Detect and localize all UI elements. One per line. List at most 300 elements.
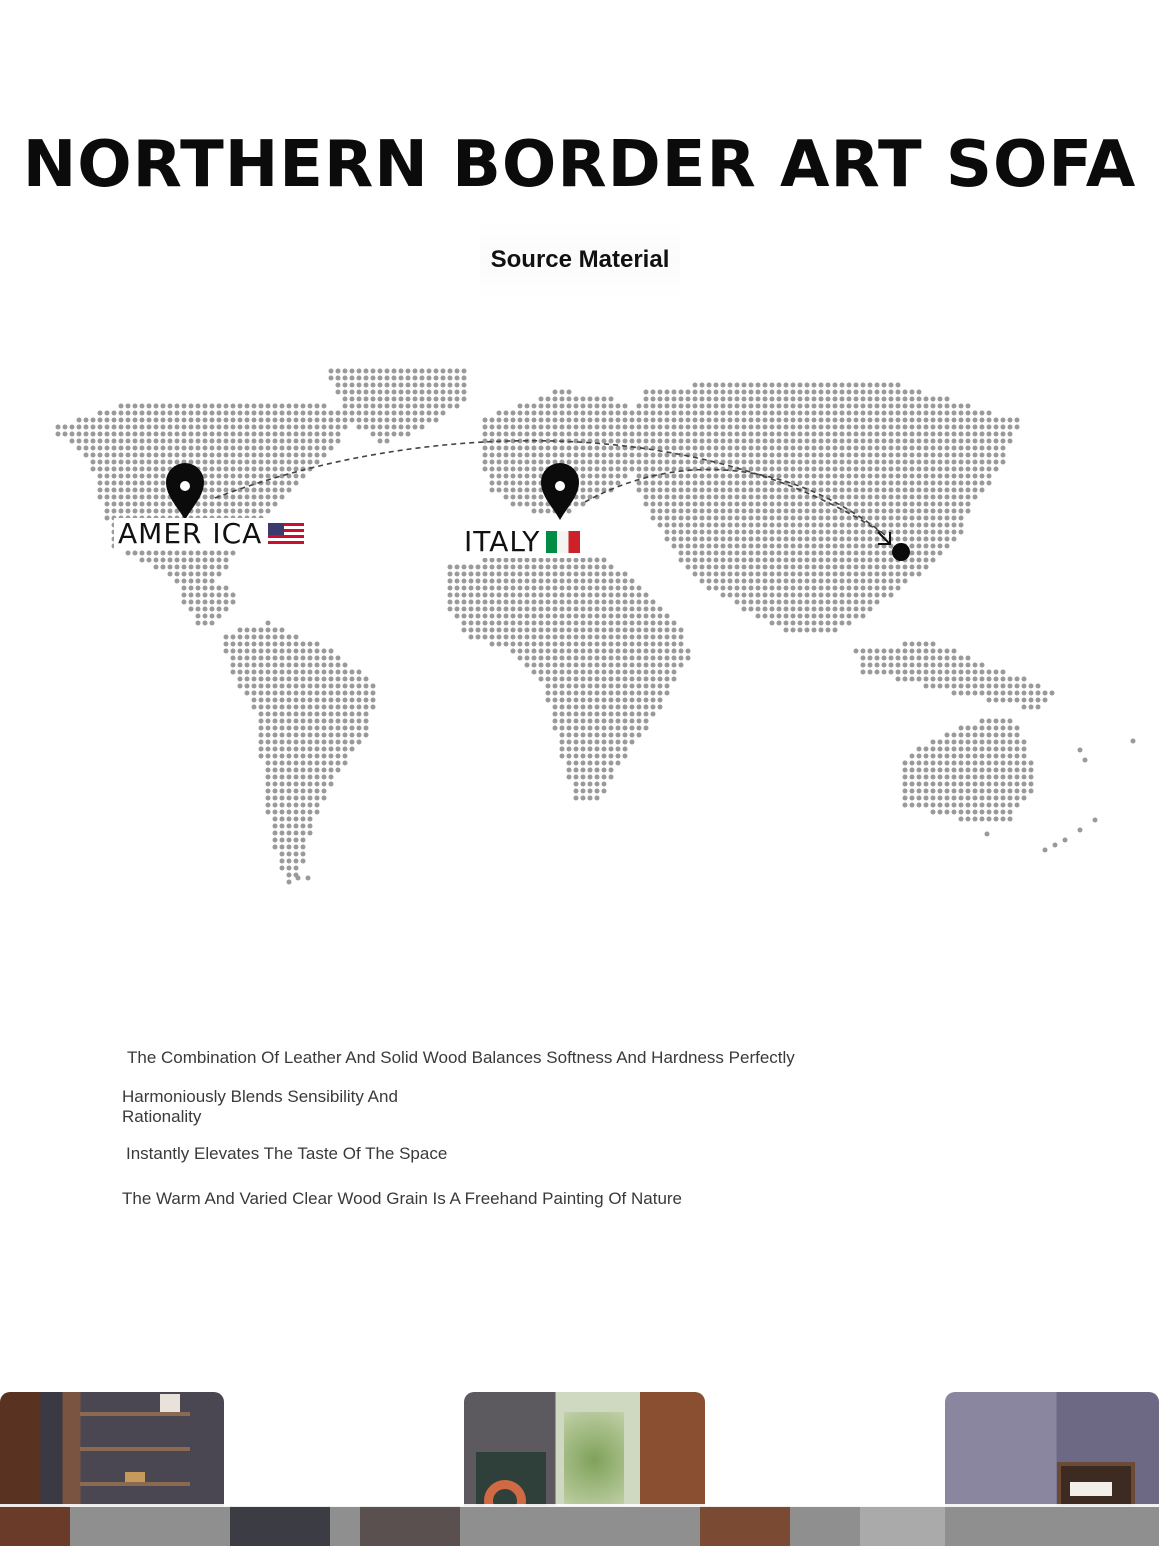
map-dot <box>315 425 320 430</box>
map-dot <box>686 432 691 437</box>
map-dot <box>301 796 306 801</box>
map-dot <box>322 649 327 654</box>
map-dot <box>833 425 838 430</box>
map-dot <box>749 383 754 388</box>
map-dot <box>938 495 943 500</box>
map-dot <box>567 768 572 773</box>
map-dot <box>245 642 250 647</box>
map-dot <box>763 509 768 514</box>
map-dot <box>245 411 250 416</box>
map-dot <box>280 635 285 640</box>
map-dot <box>756 404 761 409</box>
map-dot <box>203 621 208 626</box>
map-dot <box>910 397 915 402</box>
map-dot <box>322 432 327 437</box>
map-dot <box>861 446 866 451</box>
map-dot <box>945 740 950 745</box>
map-dot <box>847 460 852 465</box>
map-dot <box>504 635 509 640</box>
map-dot <box>847 425 852 430</box>
map-dot <box>749 432 754 437</box>
map-dot <box>308 712 313 717</box>
map-dot <box>1036 684 1041 689</box>
map-dot <box>546 670 551 675</box>
map-dot <box>931 810 936 815</box>
map-dot <box>315 432 320 437</box>
map-dot <box>595 411 600 416</box>
map-dot <box>259 663 264 668</box>
map-dot <box>497 474 502 479</box>
map-dot <box>616 635 621 640</box>
map-dot <box>560 747 565 752</box>
map-dot <box>952 439 957 444</box>
map-dot <box>532 579 537 584</box>
map-dot <box>147 446 152 451</box>
map-dot <box>196 614 201 619</box>
map-dot <box>469 635 474 640</box>
map-dot <box>791 544 796 549</box>
map-dot <box>224 467 229 472</box>
map-dot <box>868 537 873 542</box>
map-dot <box>476 621 481 626</box>
map-dot <box>826 439 831 444</box>
map-dot <box>259 649 264 654</box>
map-dot <box>623 432 628 437</box>
map-dot <box>735 390 740 395</box>
map-dot <box>917 551 922 556</box>
map-dot <box>798 481 803 486</box>
map-dot <box>602 733 607 738</box>
map-dot <box>658 656 663 661</box>
map-dot <box>889 453 894 458</box>
map-dot <box>287 824 292 829</box>
map-dot <box>616 733 621 738</box>
map-dot <box>525 404 530 409</box>
map-dot <box>651 614 656 619</box>
map-dot <box>119 488 124 493</box>
map-dot <box>665 467 670 472</box>
map-dot <box>896 425 901 430</box>
map-dot <box>154 439 159 444</box>
map-dot <box>588 677 593 682</box>
map-dot <box>273 803 278 808</box>
map-dot <box>945 649 950 654</box>
map-dot <box>595 628 600 633</box>
map-dot <box>658 411 663 416</box>
map-dot <box>693 516 698 521</box>
map-dot <box>756 565 761 570</box>
map-dot <box>777 467 782 472</box>
map-dot <box>784 572 789 577</box>
map-dot <box>434 411 439 416</box>
map-dot <box>959 670 964 675</box>
map-dot <box>945 523 950 528</box>
map-dot <box>749 551 754 556</box>
map-dot <box>630 698 635 703</box>
map-dot <box>658 509 663 514</box>
map-dot <box>805 586 810 591</box>
map-dot <box>161 558 166 563</box>
map-dot <box>210 495 215 500</box>
map-dot <box>231 411 236 416</box>
map-dot <box>658 607 663 612</box>
map-dot <box>938 516 943 521</box>
map-dot <box>700 516 705 521</box>
map-dot <box>490 565 495 570</box>
map-dot <box>511 600 516 605</box>
map-dot <box>210 488 215 493</box>
map-dot <box>532 663 537 668</box>
map-dot <box>182 558 187 563</box>
map-dot <box>917 453 922 458</box>
map-dot <box>693 488 698 493</box>
map-dot <box>665 509 670 514</box>
map-dot <box>798 509 803 514</box>
map-dot <box>784 425 789 430</box>
map-dot <box>966 754 971 759</box>
map-dot <box>770 621 775 626</box>
map-dot <box>602 418 607 423</box>
map-dot <box>511 565 516 570</box>
map-dot <box>273 838 278 843</box>
map-dot <box>581 411 586 416</box>
map-dot <box>252 432 257 437</box>
map-dot <box>203 467 208 472</box>
map-dot <box>133 411 138 416</box>
map-dot <box>588 768 593 773</box>
map-dot <box>763 544 768 549</box>
map-dot <box>623 754 628 759</box>
map-dot <box>882 656 887 661</box>
map-dot <box>952 789 957 794</box>
map-dot <box>364 677 369 682</box>
map-dot <box>245 418 250 423</box>
map-dot <box>217 607 222 612</box>
map-dot <box>756 467 761 472</box>
map-dot <box>924 481 929 486</box>
map-dot <box>903 390 908 395</box>
map-dot <box>819 621 824 626</box>
map-dot <box>287 712 292 717</box>
map-dot <box>574 628 579 633</box>
map-dot <box>1022 684 1027 689</box>
map-dot <box>847 593 852 598</box>
map-dot <box>224 439 229 444</box>
map-dot <box>756 418 761 423</box>
map-dot <box>518 642 523 647</box>
map-dot <box>644 432 649 437</box>
map-dot <box>203 600 208 605</box>
map-dot <box>924 474 929 479</box>
map-dot <box>490 600 495 605</box>
map-dot <box>917 670 922 675</box>
map-dot <box>959 425 964 430</box>
map-dot <box>749 397 754 402</box>
map-dot <box>210 586 215 591</box>
map-dot <box>189 439 194 444</box>
map-dot <box>308 782 313 787</box>
map-dot <box>266 474 271 479</box>
map-dot <box>791 565 796 570</box>
map-dot <box>252 684 257 689</box>
map-dot <box>511 607 516 612</box>
map-dot <box>630 712 635 717</box>
map-dot <box>749 579 754 584</box>
map-dot <box>728 502 733 507</box>
map-dot <box>420 397 425 402</box>
map-dot <box>707 502 712 507</box>
map-dot <box>315 446 320 451</box>
map-dot <box>917 565 922 570</box>
map-dot <box>952 488 957 493</box>
map-dot <box>812 446 817 451</box>
map-dot <box>469 607 474 612</box>
map-dot <box>413 418 418 423</box>
map-dot <box>987 810 992 815</box>
map-dot <box>574 621 579 626</box>
map-dot <box>301 684 306 689</box>
map-dot <box>189 404 194 409</box>
map-dot <box>896 502 901 507</box>
map-dot <box>210 509 215 514</box>
map-dot <box>210 558 215 563</box>
map-dot <box>679 628 684 633</box>
map-dot <box>924 775 929 780</box>
map-dot <box>308 768 313 773</box>
map-dot <box>931 530 936 535</box>
map-dot <box>826 460 831 465</box>
map-dot <box>308 817 313 822</box>
map-dot <box>749 404 754 409</box>
map-dot <box>931 460 936 465</box>
map-dot <box>280 642 285 647</box>
map-dot <box>609 586 614 591</box>
map-dot <box>798 593 803 598</box>
map-dot <box>861 544 866 549</box>
map-dot <box>959 439 964 444</box>
map-dot <box>308 432 313 437</box>
map-dot <box>945 803 950 808</box>
map-dot <box>308 439 313 444</box>
map-dot <box>280 859 285 864</box>
map-dot <box>210 460 215 465</box>
map-dot <box>770 516 775 521</box>
map-dot <box>294 740 299 745</box>
map-dot <box>315 705 320 710</box>
map-dot <box>910 537 915 542</box>
map-dot <box>903 397 908 402</box>
map-dot <box>728 432 733 437</box>
map-dot <box>252 446 257 451</box>
map-dot <box>973 488 978 493</box>
map-dot <box>455 565 460 570</box>
map-dot <box>868 502 873 507</box>
map-dot <box>371 698 376 703</box>
map-dot <box>1015 733 1020 738</box>
map-dot <box>322 719 327 724</box>
map-dot <box>784 523 789 528</box>
map-dot <box>245 481 250 486</box>
map-dot <box>896 586 901 591</box>
map-dot <box>322 712 327 717</box>
map-dot <box>959 453 964 458</box>
map-dot <box>973 432 978 437</box>
map-dot <box>616 691 621 696</box>
map-dot <box>553 572 558 577</box>
map-dot <box>763 565 768 570</box>
map-dot <box>441 397 446 402</box>
map-dot <box>882 586 887 591</box>
map-dot <box>924 803 929 808</box>
map-dot <box>889 467 894 472</box>
map-dot <box>742 453 747 458</box>
map-dot <box>784 551 789 556</box>
map-dot <box>560 558 565 563</box>
map-dot <box>588 600 593 605</box>
map-dot <box>511 432 516 437</box>
map-dot <box>539 663 544 668</box>
map-dot <box>616 726 621 731</box>
map-dot <box>574 698 579 703</box>
map-dot <box>756 579 761 584</box>
map-dot <box>910 439 915 444</box>
map-dot <box>966 495 971 500</box>
map-dot <box>805 411 810 416</box>
map-dot <box>273 726 278 731</box>
map-dot <box>945 530 950 535</box>
map-dot <box>980 747 985 752</box>
map-dot <box>133 502 138 507</box>
map-dot <box>462 600 467 605</box>
map-dot <box>931 775 936 780</box>
map-dot <box>483 621 488 626</box>
map-dot <box>637 726 642 731</box>
map-dot <box>980 740 985 745</box>
map-dot <box>945 495 950 500</box>
map-dot <box>651 670 656 675</box>
map-dot <box>532 425 537 430</box>
map-dot <box>742 418 747 423</box>
map-dot <box>497 642 502 647</box>
map-dot <box>609 425 614 430</box>
map-dot <box>966 467 971 472</box>
map-dot <box>609 614 614 619</box>
map-dot <box>224 453 229 458</box>
map-dot <box>350 383 355 388</box>
map-dot <box>875 467 880 472</box>
map-dot <box>868 586 873 591</box>
map-dot <box>616 719 621 724</box>
map-dot <box>518 411 523 416</box>
map-dot <box>966 432 971 437</box>
map-dot <box>749 565 754 570</box>
map-dot <box>854 460 859 465</box>
map-dot <box>266 761 271 766</box>
map-dot <box>903 565 908 570</box>
map-dot <box>231 432 236 437</box>
map-dot <box>994 670 999 675</box>
map-dot <box>931 796 936 801</box>
map-dot <box>616 432 621 437</box>
map-dot <box>1015 740 1020 745</box>
map-dot <box>721 586 726 591</box>
map-dot <box>1001 768 1006 773</box>
map-dot <box>294 432 299 437</box>
map-dot <box>175 460 180 465</box>
map-dot <box>252 635 257 640</box>
map-dot <box>826 397 831 402</box>
map-dot <box>504 418 509 423</box>
map-dot <box>301 845 306 850</box>
map-dot <box>644 698 649 703</box>
map-dot <box>644 656 649 661</box>
map-dot <box>336 432 341 437</box>
map-dot <box>854 495 859 500</box>
map-dot <box>602 719 607 724</box>
map-dot <box>777 621 782 626</box>
map-dot <box>301 404 306 409</box>
map-dot <box>245 684 250 689</box>
map-dot <box>672 439 677 444</box>
map-dot <box>798 572 803 577</box>
map-dot <box>819 530 824 535</box>
map-dot <box>336 411 341 416</box>
map-dot <box>910 544 915 549</box>
map-dot <box>343 418 348 423</box>
map-dot <box>602 425 607 430</box>
map-dot <box>938 432 943 437</box>
map-dot <box>245 460 250 465</box>
map-dot <box>679 446 684 451</box>
map-dot <box>588 796 593 801</box>
map-dot <box>203 572 208 577</box>
map-dot <box>595 740 600 745</box>
map-dot <box>931 747 936 752</box>
map-dot <box>371 684 376 689</box>
map-dot <box>819 565 824 570</box>
map-dot <box>497 460 502 465</box>
map-dot <box>658 628 663 633</box>
map-dot <box>987 439 992 444</box>
map-dot <box>623 635 628 640</box>
map-dot <box>259 684 264 689</box>
map-dot <box>294 474 299 479</box>
map-dot <box>574 712 579 717</box>
map-dot <box>539 642 544 647</box>
map-dot <box>973 425 978 430</box>
map-dot <box>812 523 817 528</box>
map-dot <box>749 481 754 486</box>
map-dot <box>280 824 285 829</box>
map-dot <box>777 460 782 465</box>
map-dot <box>826 572 831 577</box>
map-dot <box>462 607 467 612</box>
map-dot <box>924 642 929 647</box>
map-dot <box>238 474 243 479</box>
map-dot <box>686 509 691 514</box>
map-dot <box>665 684 670 689</box>
map-dot <box>336 369 341 374</box>
map-dot <box>707 481 712 486</box>
map-dot <box>273 432 278 437</box>
map-dot <box>105 446 110 451</box>
map-dot <box>910 565 915 570</box>
map-dot <box>252 425 257 430</box>
map-dot <box>980 691 985 696</box>
map-dot <box>273 495 278 500</box>
map-dot <box>1078 748 1083 753</box>
map-dot <box>420 418 425 423</box>
